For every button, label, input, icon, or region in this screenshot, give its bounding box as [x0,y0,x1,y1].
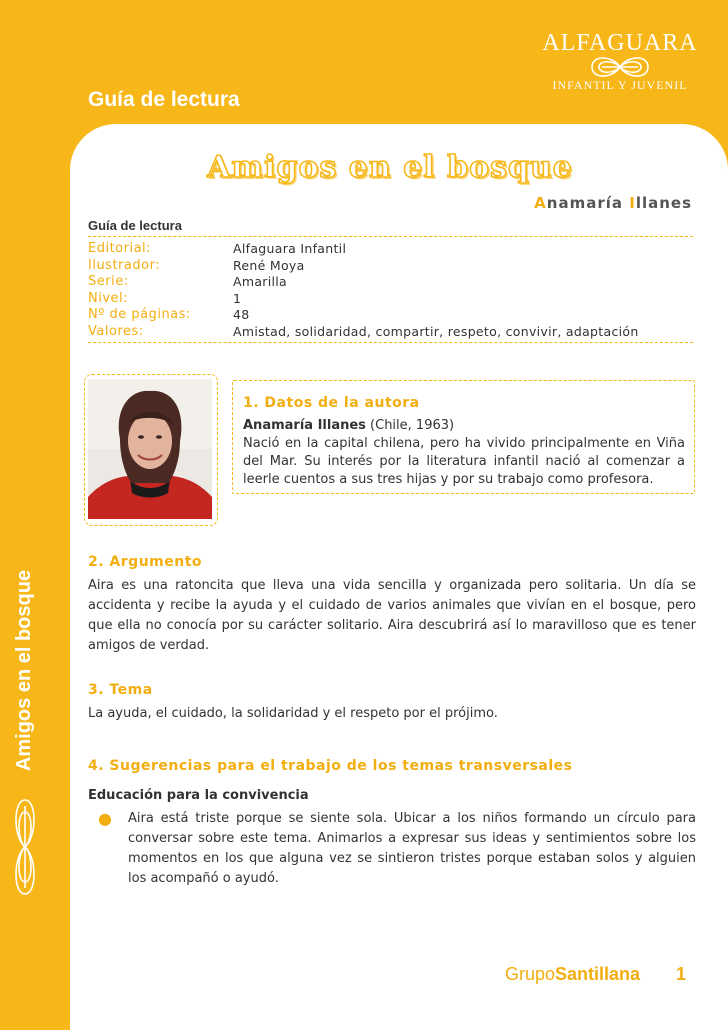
author-bio [243,417,685,489]
info-table [88,241,693,343]
brand-subtitle: INFANTIL Y JUVENIL [552,78,688,92]
info-key: Serie: [88,274,129,289]
info-value: Amistad, solidaridad, compartir, respeto, convivir, adaptación [233,323,639,339]
infinity-knot-icon [584,52,656,82]
info-key: Valores: [88,323,144,339]
author-bio-box [232,380,695,494]
info-heading: Guía de lectura [88,218,693,237]
author-name [534,194,692,212]
author-photo [88,379,212,519]
info-row [88,241,693,258]
list-item [88,809,696,889]
infinity-knot-icon [8,792,42,902]
reading-guide-info [88,218,693,343]
info-key: Ilustrador: [88,257,161,273]
author-bio-dates: (Chile, 1963) [370,418,455,433]
argument-heading: 2. Argumento [88,554,203,570]
info-key: Editorial: [88,241,152,256]
suggestions-heading: 4. Sugerencias para el trabajo de los temas transversales [88,758,573,774]
brand-name: ALFAGUARA [542,30,698,56]
header-title: Guía de lectura [88,88,240,111]
author-bio-name: Anamaría Illanes [243,418,366,433]
author-last-initial: I [629,194,636,212]
info-value: René Moya [233,257,305,273]
info-key: Nº de páginas: [88,307,191,322]
footer-brand-name: Santillana [555,964,641,984]
author-bio-text: Nació en la capital chilena, pero ha vivido principalmente en Viña del Mar. Su interés por la literatura infantil nació al comenzar a leerle cuentos a sus tres hijas y por su trabajo como profesora. [243,436,685,487]
author-section-heading: 1. Datos de la autora [243,395,420,411]
suggestions-subheading: Educación para la convivencia [88,788,309,803]
info-value: 1 [233,290,242,306]
theme-text: La ayuda, el cuidado, la solidaridad y el respeto por el prójimo. [88,706,498,721]
info-row [88,291,693,308]
author-first-initial: A [534,194,547,212]
argument-section [88,554,696,656]
page-number: 1 [676,964,687,984]
alfaguara-brand [540,30,700,93]
info-row [88,258,693,275]
bullet-icon: ● [98,809,112,828]
footer-brand [505,964,640,985]
side-book-title [0,550,50,790]
info-row [88,307,693,324]
theme-section [88,682,696,724]
suggestions-section [88,758,696,889]
author-first-rest: namaría [546,194,623,212]
side-title-text: Amigos en el bosque [13,569,36,771]
argument-text: Aira es una ratoncita que lleva una vida sencilla y organizada pero solitaria. Un día se accidenta y recibe la ayuda y el cuidado de varios animales que vivían en el bosque, pero que ella no conocía por su carácter solitario. Aira descubrirá así lo maravilloso que es tener amigos de verdad. [88,578,696,653]
theme-heading: 3. Tema [88,682,153,698]
info-value: 48 [233,307,250,322]
info-row [88,274,693,291]
footer-brand-prefix: Grupo [505,964,556,984]
info-row [88,324,693,341]
author-last-rest: llanes [635,194,692,212]
book-title: Amigos en el bosque [207,150,573,185]
list-item-text: Aira está triste porque se siente sola. Ubicar a los niños formando un círculo para conversar sobre este tema. Animarlos a expresar sus ideas y sentimientos sobre los momentos en los que alguna vez se sintieron tristes porque estaban solos y alguien los acompañó o ayudó. [128,811,696,886]
info-key: Nivel: [88,290,129,306]
info-value: Alfaguara Infantil [233,241,347,256]
author-photo-frame [84,374,218,526]
info-value: Amarilla [233,274,288,289]
